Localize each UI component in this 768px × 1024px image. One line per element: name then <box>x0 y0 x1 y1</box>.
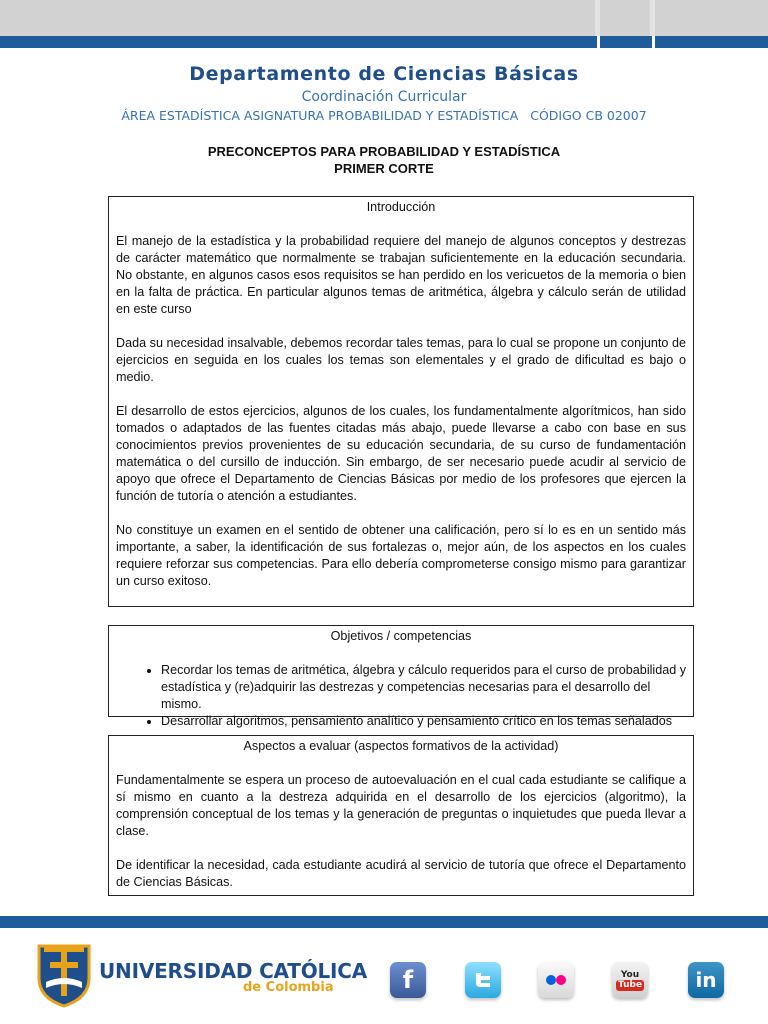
linkedin-icon[interactable]: in <box>688 962 724 998</box>
youtube-tube-text: Tube <box>617 979 643 990</box>
objective-item: • Desarrollar algoritmos, pensamiento analítico y pensamiento crítico en los temas señalados <box>161 713 686 730</box>
bar-divider <box>597 36 600 48</box>
top-band-segment <box>600 0 650 36</box>
objective-item: • Recordar los temas de aritmética, álgebra y cálculo requeridos para el curso de probabilidad y estadística y (re)adquirir las destrezas y competencias necesarias para el desarrollo del mismo. <box>161 662 686 713</box>
introduction-box <box>108 196 694 607</box>
objectives-box <box>108 625 694 728</box>
document-title: PRECONCEPTOS PARA PROBABILIDAD Y ESTADÍSTICA <box>207 144 561 159</box>
document-title-block <box>0 143 768 177</box>
objectives-heading: Objetivos / competencias <box>330 629 472 643</box>
flickr-icon[interactable] <box>538 962 574 998</box>
intro-paragraph: El desarrollo de estos ejercicios, algunos de los cuales, los fundamentalmente algorítmicos, han sido tomados o adaptados de las fuentes citadas más abajo, puede llevarse a cabo con base en sus conocimientos previos provenientes de su educación secundaria, de su curso de fundamentación matemática o del cursillo de inducción. Sin embargo, de ser necesario puede acudir al servicio de apoyo que ofrece el Departamento de Ciencias Básicas por medio de los profesores que ejercen la función de tutoría o atención a estudiantes. <box>116 404 686 503</box>
evaluation-paragraph: Fundamentalmente se espera un proceso de autoevaluación en el cual cada estudiante se califique a sí mismo en cuanto a la destreza adquirida en el desarrollo de los ejercicios (algoritmo), la comprensión conceptual de los temas y la generación de preguntas o inquietudes que pueda llevar a clase. <box>116 773 686 838</box>
evaluation-box <box>108 735 694 896</box>
youtube-icon[interactable] <box>612 962 648 998</box>
top-band-segment <box>655 0 768 36</box>
evaluation-heading: Aspectos a evaluar (aspectos formativos de la actividad) <box>243 739 559 753</box>
department-title: Departamento de Ciencias Básicas <box>189 63 579 85</box>
intro-paragraph: El manejo de la estadística y la probabilidad requiere del manejo de algunos conceptos y destrezas de carácter matemático que normalmente se trabajan suficientemente en la educación secundaria. No obstante, en algunos casos esos requisitos se han perdido en los vericuetos de la memoria o bien en la falta de práctica. En particular algunos temas de aritmética, álgebra y cálculo serán de utilidad en este curso <box>116 234 686 316</box>
facebook-icon[interactable]: f <box>390 962 426 998</box>
intro-paragraph: No constituye un examen en el sentido de obtener una calificación, pero sí lo es en un sentido más importante, a saber, la identificación de sus fortalezas o, mejor aún, de los aspectos en los cuales requiere reforzar sus competencias. Para ello debería comprometerse consigo mismo para garantizar un curso exitoso. <box>116 523 686 588</box>
twitter-icon[interactable] <box>465 962 501 998</box>
introduction-heading: Introducción <box>366 200 436 214</box>
course-area-line: ÁREA ESTADÍSTICA ASIGNATURA PROBABILIDAD Y ESTADÍSTICA CÓDIGO CB 02007 <box>121 108 647 123</box>
coordination-subtitle: Coordinación Curricular <box>301 89 467 105</box>
university-name-part1: UNIVERSIDAD <box>99 959 260 983</box>
top-band-segment <box>0 0 595 36</box>
university-shield-logo <box>36 942 92 1013</box>
document-subtitle: PRIMER CORTE <box>334 161 434 176</box>
objectives-list <box>116 662 686 730</box>
youtube-you-text: You <box>620 969 640 980</box>
intro-paragraph: Dada su necesidad insalvable, debemos recordar tales temas, para lo cual se propone un conjunto de ejercicios en seguida en los cuales los temas son elementales y el grado de dificultad es bajo o medio. <box>116 336 686 384</box>
university-subname: de Colombia <box>243 980 334 995</box>
top-blue-bar <box>0 36 768 48</box>
evaluation-paragraph: De identificar la necesidad, cada estudiante acudirá al servicio de tutoría que ofrece el Departamento de Ciencias Básicas. <box>116 858 686 889</box>
university-name-part2: CATÓLICA <box>259 959 368 983</box>
bottom-blue-bar <box>0 916 768 928</box>
bar-divider <box>652 36 655 48</box>
top-decorative-band <box>0 0 768 36</box>
page-header <box>0 60 768 126</box>
